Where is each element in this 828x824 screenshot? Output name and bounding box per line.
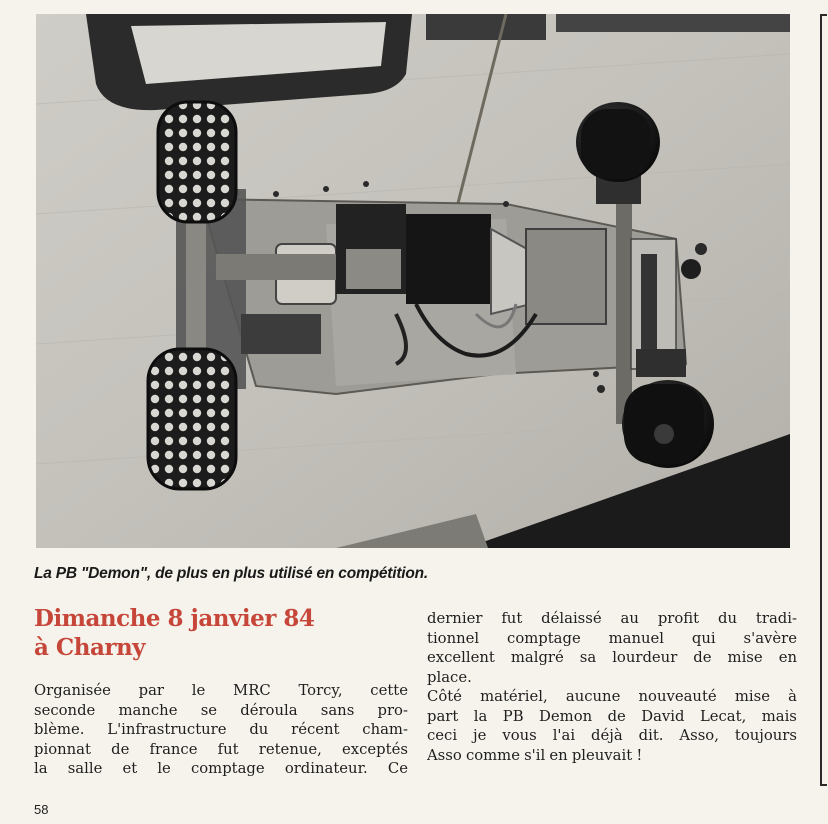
text-line: blème. L'infrastructure du récent cham-	[34, 721, 408, 738]
text-line: seconde manche se déroula sans pro-	[34, 701, 408, 719]
sidebar-frame	[820, 14, 827, 786]
text-line: part la PB Demon de David Lecat, mais	[427, 707, 797, 725]
article-heading	[34, 604, 419, 662]
left-text-column	[34, 681, 408, 779]
text-line: tionnel comptage manuel qui s'avère	[427, 629, 797, 647]
text-line: la salle et le comptage ordinateur. Ce	[34, 760, 408, 777]
rc-car-photo	[36, 14, 790, 548]
text-line: ceci je vous l'ai déjà dit. Asso, toujours	[427, 727, 797, 744]
text-line: dernier fut délaissé au profit du tradi-	[427, 610, 797, 627]
text-line: pionnat de france fut retenue, exceptés	[34, 740, 408, 758]
text-line: Asso comme s'il en pleuvait !	[427, 746, 643, 764]
heading-line-1: Dimanche 8 janvier 84	[34, 605, 315, 632]
text-line: Organisée par le MRC Torcy, cette	[34, 682, 408, 699]
page-number: 58	[34, 802, 49, 817]
right-text-column	[427, 609, 797, 765]
photo-caption: La PB "Demon", de plus en plus utilisé en compétition.	[34, 565, 429, 582]
text-line: place.	[427, 668, 472, 686]
text-line: excellent malgré sa lourdeur de mise en	[427, 649, 797, 666]
text-line: Côté matériel, aucune nouveauté mise à	[427, 688, 797, 705]
heading-line-2: à Charny	[34, 634, 146, 661]
